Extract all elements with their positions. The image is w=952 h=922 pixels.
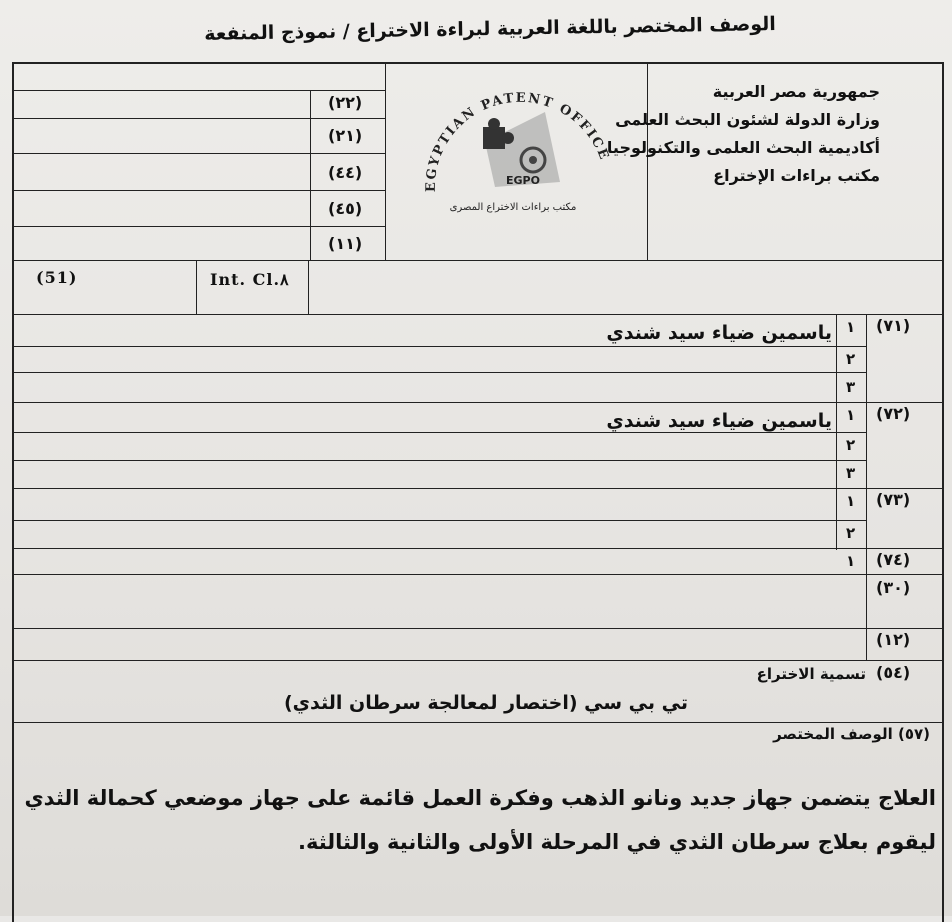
row-line xyxy=(12,460,866,461)
logo-caption: مكتب براءات الاختراع المصرى xyxy=(449,202,577,213)
row-line xyxy=(12,372,866,373)
egypt-patent-office-logo xyxy=(405,72,625,222)
class-divider-1 xyxy=(196,260,197,314)
related-code: (١٢) xyxy=(876,630,911,649)
abstract-heading xyxy=(773,725,930,743)
codes-divider xyxy=(310,90,311,260)
applicants-row-number: ٢ xyxy=(846,350,856,368)
logo-left-divider xyxy=(385,62,386,260)
abstract-text xyxy=(16,776,936,864)
top-block-bottom-line xyxy=(12,260,944,261)
applicant-name: ياسمين ضياء سيد شندي xyxy=(606,322,832,344)
invention-title-code: (٥٤) xyxy=(876,663,911,682)
code-grid-line xyxy=(12,153,385,154)
section-line xyxy=(12,722,944,723)
section73-code: (٧٣) xyxy=(876,490,911,509)
section-line xyxy=(12,402,944,403)
inventors-row-number: ٣ xyxy=(846,464,856,482)
inventors-row-number: ١ xyxy=(846,406,856,424)
section73-row-number: ٢ xyxy=(846,524,856,542)
row-line xyxy=(12,520,866,521)
abstract-line-1: العلاج يتضمن جهاز جديد ونانو الذهب وفكرة العمل قائمة على جهاز موضعي كحمالة الثدي xyxy=(24,786,936,810)
logo-right-divider xyxy=(647,62,648,260)
abstract-code: (٥٧) xyxy=(897,725,930,743)
section-line xyxy=(12,488,944,489)
section74-code: (٧٤) xyxy=(876,550,911,569)
logo-arc-text: EGYPTIAN PATENT OFFICE xyxy=(423,90,612,193)
priority-code: (٣٠) xyxy=(876,578,911,597)
classification-label: Int. Cl.٨ xyxy=(210,270,289,289)
class-divider-2 xyxy=(308,260,309,314)
inventors-row-number: ٢ xyxy=(846,436,856,454)
ministry-block xyxy=(606,82,880,194)
ministry-line-3: أكاديمية البحث العلمى والتكنولوجيا xyxy=(606,138,880,157)
code-grid-line xyxy=(12,118,385,119)
code-grid-line xyxy=(12,190,385,191)
abstract-label: الوصف المختصر xyxy=(773,725,893,743)
code-col-left-lower xyxy=(866,574,867,660)
code-44: (٤٤) xyxy=(328,163,363,182)
inventor-name: ياسمين ضياء سيد شندي xyxy=(606,410,832,432)
code-grid-line xyxy=(12,226,385,227)
row-line xyxy=(12,432,866,433)
code-22: (٢٢) xyxy=(328,93,363,112)
code-45: (٤٥) xyxy=(328,199,363,218)
section-line xyxy=(12,574,944,575)
applicants-row-number: ٣ xyxy=(846,378,856,396)
code-col-left xyxy=(866,314,867,574)
classification-code: (51) xyxy=(36,268,78,287)
section-line xyxy=(12,628,944,629)
abstract-line-2: ليقوم بعلاج سرطان الثدي في المرحلة الأولى والثانية والثالثة. xyxy=(297,830,936,854)
ministry-line-2: وزارة الدولة لشئون البحث العلمى xyxy=(615,110,880,129)
section-line xyxy=(12,548,944,549)
code-21: (٢١) xyxy=(328,126,363,145)
invention-title-label: تسمية الاختراع xyxy=(756,665,866,683)
logo-center-text: EGPO xyxy=(506,174,540,187)
code-11: (١١) xyxy=(328,234,363,253)
inventors-code: (٧٢) xyxy=(876,404,911,423)
applicants-code: (٧١) xyxy=(876,316,911,335)
applicants-row-number: ١ xyxy=(846,318,856,336)
section74-row-number: ١ xyxy=(846,552,856,570)
class-bottom-line xyxy=(12,314,944,315)
ministry-line-1: جمهورية مصر العربية xyxy=(712,82,880,101)
form-heading: الوصف المختصر باللغة العربية لبراءة الاختراع / نموذج المنفعة xyxy=(204,13,776,45)
row-line xyxy=(12,346,866,347)
section-line xyxy=(12,660,944,661)
invention-title-value: تي بي سي (اختصار لمعالجة سرطان الثدي) xyxy=(283,692,688,714)
code-grid-line xyxy=(12,90,385,91)
ministry-line-4: مكتب براءات الإختراع xyxy=(713,166,880,185)
section73-row-number: ١ xyxy=(846,492,856,510)
